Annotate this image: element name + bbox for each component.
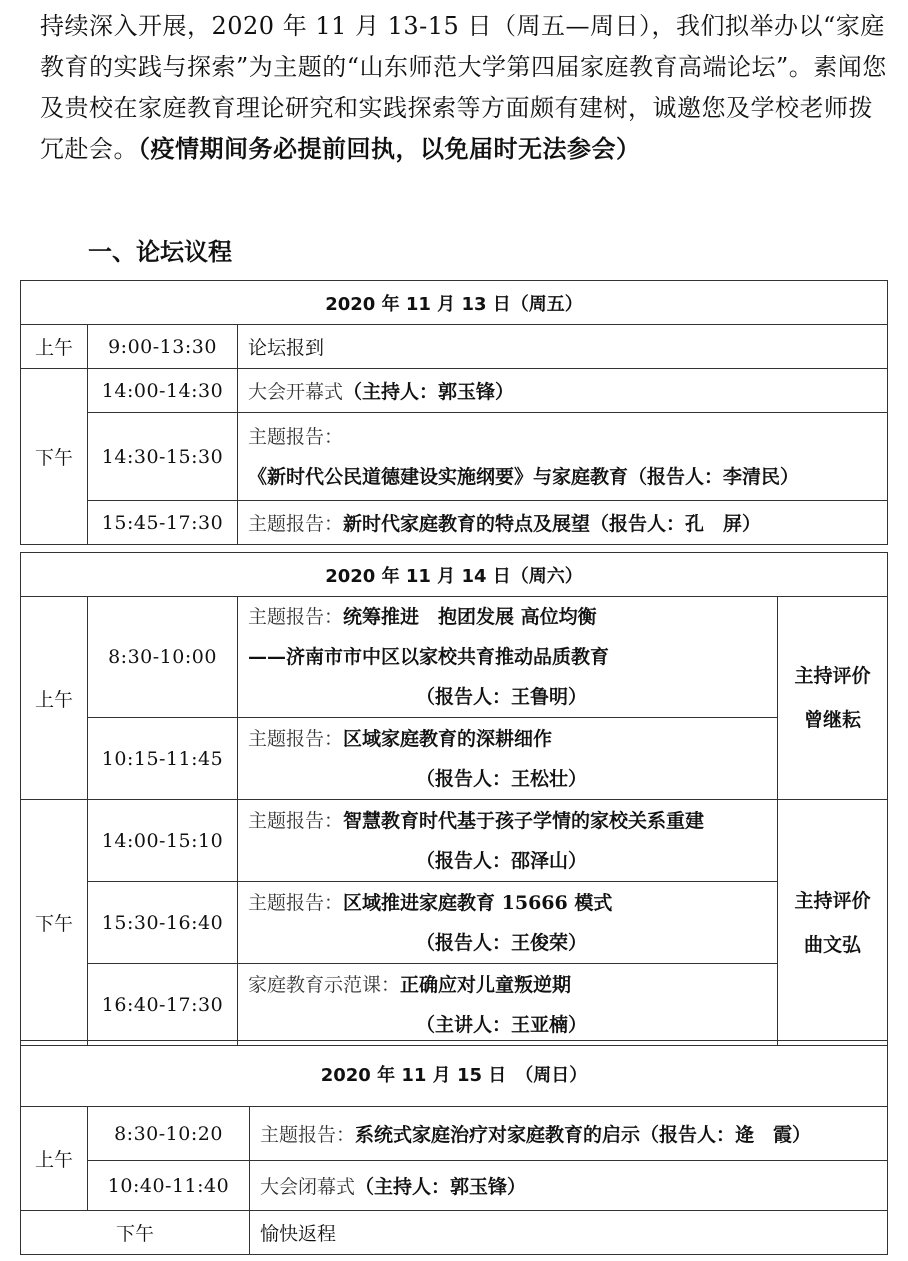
day2-r2-label: 主题报告：	[248, 727, 344, 750]
agenda-day2-table	[20, 552, 888, 1046]
day2-r5-item	[238, 964, 778, 1046]
day1-r4-title: 新时代家庭教育的特点及展望（报告人：孔 屏）	[343, 513, 762, 535]
day1-r1-time: 9:00-13:30	[88, 325, 238, 369]
day2-r5-lecturer: （主讲人：王亚楠）	[416, 1013, 588, 1036]
day3-r1-label: 主题报告：	[260, 1124, 356, 1146]
day2-date: 2020 年 11 月 14 日（周六）	[21, 553, 888, 597]
day2-r1-label: 主题报告：	[248, 606, 344, 628]
day3-r2-time: 10:40-11:40	[88, 1161, 250, 1211]
day1-r2-host: （主持人：郭玉锋）	[343, 381, 515, 403]
day1-r4-label: 主题报告：	[248, 513, 344, 535]
day1-r1-text: 论坛报到	[238, 325, 888, 369]
day1-r3-title: 《新时代公民道德建设实施纲要》与家庭教育（报告人：李清民）	[248, 465, 800, 488]
day2-host1-name: 曾继耘	[803, 709, 861, 731]
day1-r3-label: 主题报告：	[248, 425, 344, 448]
day2-r1-reporter: （报告人：王鲁明）	[416, 686, 588, 708]
agenda-day3-table	[20, 1040, 888, 1255]
day2-host1-title: 主持评价	[794, 665, 871, 687]
day3-r1-item	[250, 1107, 888, 1161]
day2-host2-title: 主持评价	[794, 889, 871, 912]
day2-r2-item	[238, 718, 778, 800]
day2-r4-title: 区域推进家庭教育 15666 模式	[343, 891, 613, 914]
day2-r4-reporter: （报告人：王俊荣）	[416, 931, 588, 954]
day2-r3-title: 智慧教育时代基于孩子学情的家校关系重建	[343, 809, 705, 832]
day1-r4-item	[238, 501, 888, 545]
day1-morning-label: 上午	[21, 325, 88, 369]
day1-date: 2020 年 11 月 13 日（周五）	[21, 281, 888, 325]
day3-r2-item	[250, 1161, 888, 1211]
intro-notice: （疫情期间务必提前回执，以免届时无法参会）	[138, 135, 641, 163]
day2-morning-label: 上午	[21, 597, 88, 800]
day2-r2-time: 10:15-11:45	[88, 718, 238, 800]
day2-host2-name: 曲文弘	[803, 933, 861, 956]
day3-r1-time: 8:30-10:20	[88, 1107, 250, 1161]
section-heading: 一、论坛议程	[88, 238, 232, 266]
day2-r4-label: 主题报告：	[248, 891, 344, 914]
day3-r1-title: 系统式家庭治疗对家庭教育的启示（报告人：逄 霞）	[355, 1124, 812, 1146]
day3-afternoon-label: 下午	[21, 1211, 250, 1255]
day2-r3-time: 14:00-15:10	[88, 800, 238, 882]
day3-r2-host: （主持人：郭玉锋）	[355, 1176, 527, 1198]
day2-r2-title: 区域家庭教育的深耕细作	[343, 727, 553, 750]
day3-morning-label: 上午	[21, 1107, 88, 1211]
day3-r2-label: 大会闭幕式	[260, 1176, 356, 1198]
day2-host2	[778, 800, 888, 1046]
day2-r4-time: 15:30-16:40	[88, 882, 238, 964]
day3-r3-text: 愉快返程	[250, 1211, 888, 1255]
day2-r1-item	[238, 597, 778, 718]
day2-r1-subtitle: ——济南市市中区以家校共育推动品质教育	[248, 646, 610, 668]
day1-r4-time: 15:45-17:30	[88, 501, 238, 545]
day1-r3-item	[238, 413, 888, 501]
day2-r1-time: 8:30-10:00	[88, 597, 238, 718]
day2-host1	[778, 597, 888, 800]
day2-r3-item	[238, 800, 778, 882]
day2-afternoon-label: 下午	[21, 800, 88, 1046]
day2-r5-label: 家庭教育示范课：	[248, 973, 401, 996]
day2-r3-reporter: （报告人：邵泽山）	[416, 849, 588, 872]
day2-r1-title: 统筹推进 抱团发展 高位均衡	[343, 606, 597, 628]
day2-r5-time: 16:40-17:30	[88, 964, 238, 1046]
day1-r2-label: 大会开幕式	[248, 381, 344, 403]
day1-r3-time: 14:30-15:30	[88, 413, 238, 501]
intro-paragraph	[40, 6, 890, 170]
day1-r2-item	[238, 369, 888, 413]
day3-date: 2020 年 11 月 15 日 （周日）	[21, 1041, 888, 1107]
day2-r5-title: 正确应对儿童叛逆期	[400, 973, 572, 996]
agenda-day1-table	[20, 280, 888, 545]
day2-r3-label: 主题报告：	[248, 809, 344, 832]
day1-r2-time: 14:00-14:30	[88, 369, 238, 413]
day2-r2-reporter: （报告人：王松壮）	[416, 767, 588, 790]
day1-afternoon-label: 下午	[21, 369, 88, 545]
intro-text: 持续深入开展，2020 年 11 月 13-15 日（周五—周日），我们拟举办以“家庭教育的实践与探索”为主题的“山东师范大学第四届家庭教育高端论坛”。素闻您及贵校在家庭教育理论研究和实践探索等方面颇有建树，诚邀您及学校老师拨冗赴会。	[40, 12, 887, 163]
day2-r4-item	[238, 882, 778, 964]
